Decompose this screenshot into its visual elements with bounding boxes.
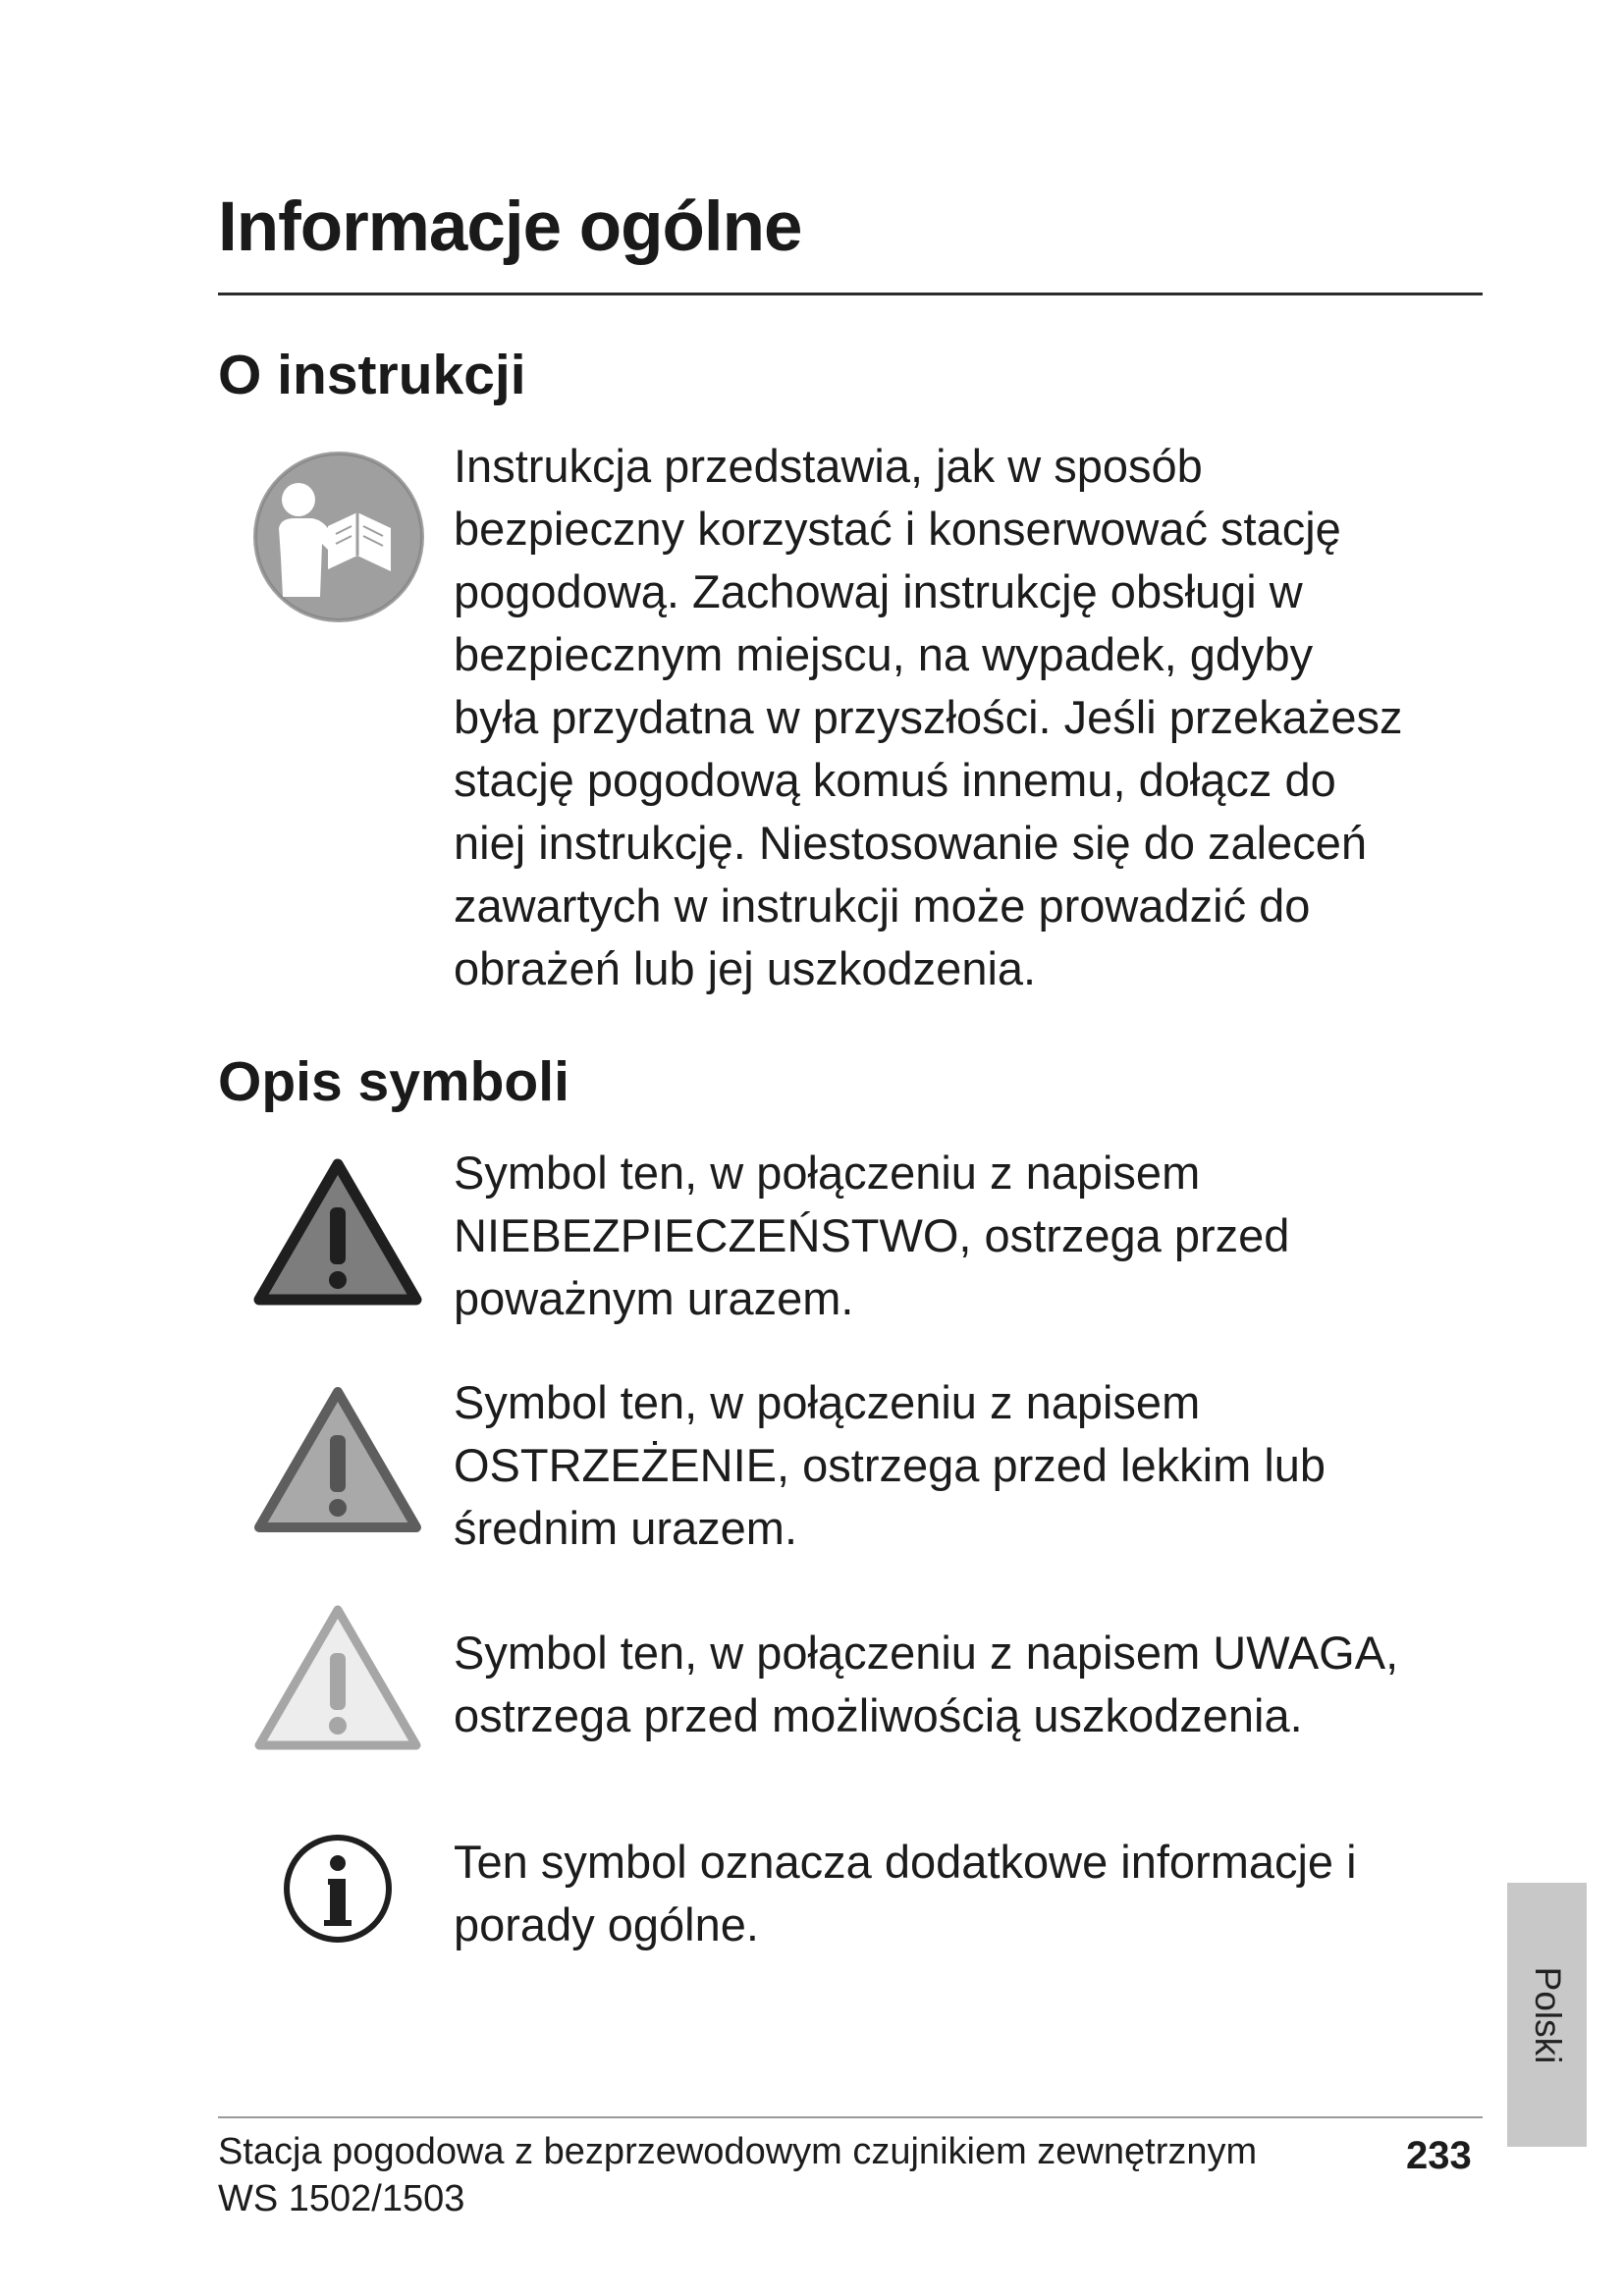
text-line: pogodową. Zachowaj instrukcję obsługi w [454,565,1303,617]
language-tab-label: Polski [1527,1966,1568,2063]
text-line: była przydatna w przyszłości. Jeśli przekażesz [454,691,1403,743]
text-line: niej instrukcję. Niestosowanie się do zaleceń [454,817,1368,869]
text-line: Symbol ten, w połączeniu z napisem [454,1147,1201,1199]
footer-line: Stacja pogodowa z bezprzewodowym czujnikiem zewnętrznym [218,2131,1258,2172]
text-line: bezpieczny korzystać i konserwować stację [454,503,1341,555]
footer-divider [218,2116,1483,2118]
text-line: Symbol ten, w połączeniu z napisem UWAGA, [454,1627,1399,1679]
text-line: zawartych w instrukcji może prowadzić do [454,880,1311,932]
language-tab [1507,1883,1587,2147]
text-line: OSTRZEŻENIE, ostrzega przed lekkim lub [454,1439,1326,1491]
text-line: stację pogodową komuś innemu, dołącz do [454,754,1336,806]
danger-description [454,1142,1455,1330]
info-icon [281,1832,395,1946]
info-description [454,1831,1455,1956]
page-title: Informacje ogólne [218,188,802,266]
text-line: Ten symbol oznacza dodatkowe informacje i [454,1836,1357,1888]
text-line: ostrzega przed możliwością uszkodzenia. [454,1689,1303,1741]
footer-product [218,2128,1257,2222]
text-line: poważnym urazem. [454,1272,854,1324]
warning-icon [253,1384,422,1539]
text-line: bezpiecznym miejscu, na wypadek, gdyby [454,628,1314,680]
danger-warning-icon [253,1156,422,1311]
text-line: NIEBEZPIECZEŃSTWO, ostrzega przed [454,1209,1290,1261]
text-line: Instrukcja przedstawia, jak w sposób [454,440,1203,492]
warning-description [454,1371,1455,1560]
text-line: Symbol ten, w połączeniu z napisem [454,1376,1201,1428]
page-number: 233 [1406,2134,1472,2177]
caution-icon [253,1602,422,1757]
section-heading-instructions: O instrukcji [218,344,526,406]
caution-description [454,1622,1455,1747]
section-heading-symbols: Opis symboli [218,1050,569,1113]
text-line: obrażeń lub jej uszkodzenia. [454,942,1037,994]
footer-line: WS 1502/1503 [218,2178,465,2219]
text-line: porady ogólne. [454,1898,759,1950]
instructions-paragraph [454,435,1455,1000]
title-divider [218,293,1483,295]
read-manual-icon [251,450,426,624]
text-line: średnim urazem. [454,1502,797,1554]
